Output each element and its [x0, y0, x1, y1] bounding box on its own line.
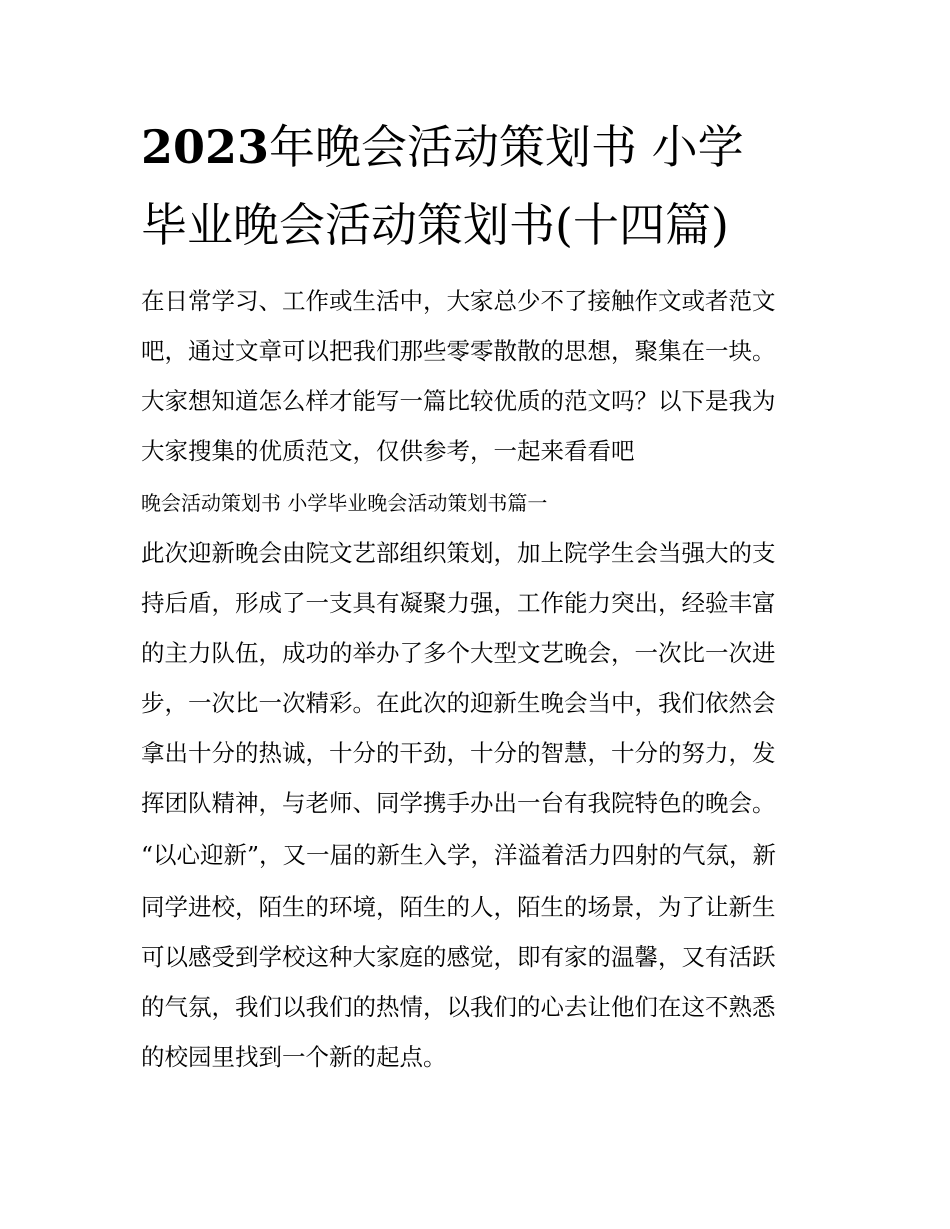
- intro-line: 在日常学习、工作或生活中，大家总少不了接触作文或者范文: [141, 287, 776, 315]
- body-line: 步，一次比一次精彩。在此次的迎新生晚会当中，我们依然会: [141, 689, 776, 717]
- body-line: 挥团队精神，与老师、同学携手办出一台有我院特色的晚会。: [141, 789, 776, 817]
- body-line: 此次迎新晚会由院文艺部组织策划，加上院学生会当强大的支: [141, 539, 776, 567]
- body-line: 的校园里找到一个新的起点。: [141, 1043, 447, 1071]
- document-title-line-2: 毕业晚会活动策划书(十四篇): [141, 198, 729, 252]
- section-heading: 晚会活动策划书 小学毕业晚会活动策划书篇一: [141, 491, 548, 515]
- intro-line: 大家搜集的优质范文，仅供参考，一起来看看吧: [141, 437, 635, 465]
- body-line: 的气氛，我们以我们的热情，以我们的心去让他们在这不熟悉: [141, 993, 776, 1021]
- body-line: 拿出十分的热诚，十分的干劲，十分的智慧，十分的努力，发: [141, 739, 776, 767]
- body-line: 持后盾，形成了一支具有凝聚力强，工作能力突出，经验丰富: [141, 589, 776, 617]
- title-line-1-text: 年晚会活动策划书 小学: [269, 120, 744, 174]
- intro-line: 吧，通过文章可以把我们那些零零散散的思想，聚集在一块。: [141, 337, 776, 365]
- document-title-line-1: [141, 120, 821, 174]
- body-line: 的主力队伍，成功的举办了多个大型文艺晚会，一次比一次进: [141, 639, 776, 667]
- intro-line: 大家想知道怎么样才能写一篇比较优质的范文吗？以下是我为: [141, 387, 776, 415]
- body-line: 可以感受到学校这种大家庭的感觉，即有家的温馨，又有活跃: [141, 943, 776, 971]
- body-line: “以心迎新”，又一届的新生入学，洋溢着活力四射的气氛，新: [141, 841, 777, 869]
- body-line: 同学进校，陌生的环境，陌生的人，陌生的场景，为了让新生: [141, 893, 776, 921]
- title-year: 2023: [141, 120, 270, 174]
